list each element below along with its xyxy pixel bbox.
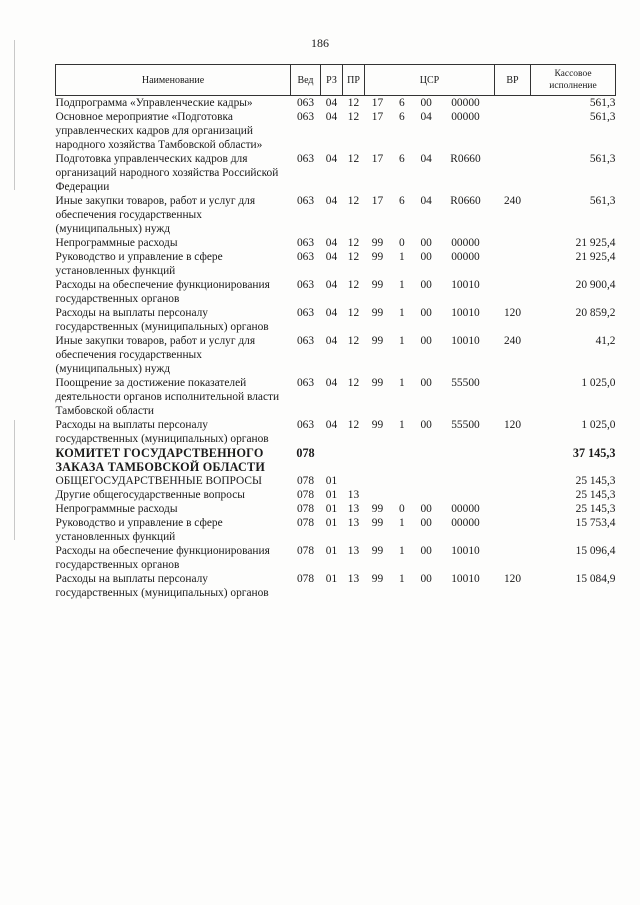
row-name: Другие общегосударственные вопросы [55,489,245,501]
row-csr-part-4: 00000 [451,503,480,515]
row-csr-part-3: 00 [420,279,432,291]
row-rz: 04 [325,377,338,389]
row-name: КОМИТЕТ ГОСУДАРСТВЕННОГО ЗАКАЗА ТАМБОВСКОЙ ОБЛАСТИ [55,446,266,474]
row-pr: 12 [347,237,360,249]
column-header-ved: Вед [291,65,321,96]
row-pr: 13 [347,573,360,585]
table-row [56,474,616,488]
row-csr-parts [365,418,495,432]
row-pr: 12 [347,335,360,347]
row-rz: 04 [325,335,338,347]
row-rz: 04 [325,195,338,207]
row-pr: 13 [347,545,360,557]
row-name: Расходы на выплаты персоналу государственных (муниципальных) органов [55,419,269,445]
row-csr-parts [365,278,495,292]
row-csr-part-4: R0660 [450,195,481,207]
row-name: Расходы на обеспечение функционирования государственных органов [55,545,270,571]
table-body [56,96,616,601]
row-csr-part-1: 17 [371,97,384,109]
row-csr-part-3: 00 [420,573,432,585]
row-csr-parts [365,376,495,390]
row-execution-sum: 21 925,4 [575,251,616,263]
row-rz: 04 [325,111,338,123]
row-rz: 01 [325,545,338,557]
row-csr-part-2: 1 [398,545,405,557]
row-csr-part-3: 04 [420,195,432,207]
row-csr-part-2: 6 [398,195,405,207]
row-csr-part-2: 1 [398,251,405,263]
row-name: Подпрограмма «Управленческие кадры» [55,97,253,109]
row-vr [495,474,531,488]
row-ved: 063 [296,237,315,249]
row-execution-sum: 561,3 [589,111,616,123]
row-pr: 12 [347,195,360,207]
row-ved: 063 [296,153,315,165]
row-csr-parts [365,110,495,124]
row-csr-parts [365,152,495,166]
row-csr-part-4: R0660 [450,153,481,165]
row-csr-part-2: 1 [398,279,405,291]
row-vr: 240 [503,195,522,207]
row-csr-part-2: 6 [398,97,405,109]
row-csr-part-2: 1 [398,377,405,389]
row-rz: 04 [325,97,338,109]
row-csr [365,502,495,516]
row-csr-parts [365,236,495,250]
row-pr: 13 [347,517,360,529]
row-rz: 01 [325,503,338,515]
row-csr-part-3: 04 [420,153,432,165]
row-pr: 12 [347,279,360,291]
table-row [56,278,616,306]
row-csr-part-4: 00000 [451,251,480,263]
row-csr-part-4: 55500 [451,377,480,389]
row-vr: 240 [503,335,522,347]
row-pr: 12 [347,251,360,263]
table-row [56,152,616,194]
row-ved: 078 [296,517,315,529]
row-csr [365,488,495,502]
row-csr-part-2: 1 [398,573,405,585]
row-csr [365,152,495,194]
row-csr-part-4: 10010 [451,307,480,319]
budget-table [55,64,616,600]
row-csr [365,236,495,250]
column-header-vr: ВР [495,65,531,96]
row-csr [365,418,495,446]
row-csr-part-1: 99 [371,335,384,347]
row-name: Основное мероприятие «Подготовка управленческих кадров для организаций народного хозяйства Тамбовской области» [55,111,263,151]
row-execution-sum: 1 025,0 [581,419,616,431]
row-name: Расходы на обеспечение функционирования государственных органов [55,279,270,305]
row-csr-part-2: 1 [398,335,405,347]
row-csr-part-1: 17 [371,153,384,165]
row-execution-sum: 20 859,2 [575,307,616,319]
table-header-row [56,65,616,96]
row-csr [365,306,495,334]
row-csr [365,446,495,474]
column-header-execution-line1: Кассовое [554,69,592,79]
row-csr-part-1: 99 [371,251,384,263]
table-row [56,250,616,278]
row-pr [343,446,365,474]
row-vr [495,278,531,306]
row-csr-part-3: 00 [420,545,432,557]
row-csr-parts [365,334,495,348]
row-execution-sum: 15 096,4 [575,545,616,557]
row-ved: 078 [296,573,315,585]
row-name: Расходы на выплаты персоналу государственных (муниципальных) органов [55,307,269,333]
column-header-csr: ЦСР [365,65,495,96]
row-csr-part-4: 10010 [451,279,480,291]
row-csr-part-3: 00 [420,419,432,431]
row-ved: 078 [296,503,315,515]
row-csr-part-1: 17 [371,195,384,207]
row-csr-part-3: 04 [420,111,432,123]
scan-margin-mark [14,40,15,190]
row-name: Расходы на выплаты персоналу государственных (муниципальных) органов [55,573,269,599]
row-csr-part-3: 00 [420,251,432,263]
row-csr-parts [365,194,495,208]
table-row [56,306,616,334]
row-ved: 078 [296,446,315,460]
row-csr [365,96,495,111]
row-csr-part-3: 00 [420,307,432,319]
row-csr-part-4: 00000 [451,237,480,249]
row-csr-part-4: 10010 [451,335,480,347]
row-csr-part-1: 99 [371,377,384,389]
row-rz: 04 [325,153,338,165]
row-csr-part-1: 99 [371,307,384,319]
row-csr-part-3: 00 [420,335,432,347]
row-csr [365,474,495,488]
row-ved: 063 [296,279,315,291]
row-ved: 063 [296,335,315,347]
row-pr: 12 [347,377,360,389]
table-row [56,110,616,152]
table-row [56,376,616,418]
table-row [56,502,616,516]
row-csr [365,334,495,376]
scan-margin-mark [14,420,15,540]
row-csr-part-4: 55500 [451,419,480,431]
row-vr [495,152,531,194]
row-csr-part-2: 6 [398,153,405,165]
row-csr [365,544,495,572]
row-execution-sum: 561,3 [589,195,616,207]
row-pr: 12 [347,111,360,123]
row-csr-part-2: 1 [398,517,405,529]
row-csr [365,278,495,306]
row-csr-part-3: 00 [420,377,432,389]
table-row [56,488,616,502]
row-rz: 01 [325,475,338,487]
table-row [56,572,616,600]
row-csr-part-2: 1 [398,419,405,431]
row-pr [343,474,365,488]
row-rz [321,446,343,474]
row-rz: 04 [325,237,338,249]
row-vr [495,544,531,572]
row-vr [495,488,531,502]
row-csr-parts [365,572,495,586]
row-csr [365,194,495,236]
row-vr [495,250,531,278]
row-vr [495,516,531,544]
table-row [56,446,616,474]
row-execution-sum: 20 900,4 [575,279,616,291]
row-csr-part-3: 00 [420,97,432,109]
row-csr-part-1: 99 [371,545,384,557]
row-csr-part-2: 0 [398,503,405,515]
row-csr-part-3: 00 [420,503,432,515]
row-execution-sum: 25 145,3 [575,475,616,487]
row-csr [365,516,495,544]
row-csr [365,376,495,418]
row-vr: 120 [503,307,522,319]
row-csr-part-2: 1 [398,307,405,319]
row-csr-part-4: 10010 [451,545,480,557]
row-ved: 063 [296,97,315,109]
row-pr: 12 [347,307,360,319]
row-vr [495,376,531,418]
row-csr-parts [365,250,495,264]
table-row [56,96,616,111]
row-csr-part-2: 6 [398,111,405,123]
page-number: 186 [311,36,329,50]
row-csr-parts [365,544,495,558]
row-execution-sum: 37 145,3 [572,446,616,460]
row-csr-part-3: 00 [420,237,432,249]
row-rz: 01 [325,489,338,501]
row-csr-parts [365,502,495,516]
row-rz: 04 [325,251,338,263]
column-header-rz: РЗ [321,65,343,96]
row-vr [495,502,531,516]
row-execution-sum: 21 925,4 [575,237,616,249]
row-vr [495,96,531,111]
row-csr-part-1: 17 [371,111,384,123]
table-row [56,194,616,236]
row-name: Непрограммные расходы [55,237,178,249]
row-csr-part-3: 00 [420,517,432,529]
row-pr: 13 [347,503,360,515]
row-csr [365,250,495,278]
column-header-execution [531,65,616,96]
row-csr-parts [365,306,495,320]
row-execution-sum: 1 025,0 [581,377,616,389]
row-ved: 063 [296,195,315,207]
row-vr: 120 [503,573,522,585]
row-vr [495,446,531,474]
row-execution-sum: 15 084,9 [575,573,616,585]
row-name: ОБЩЕГОСУДАРСТВЕННЫЕ ВОПРОСЫ [55,475,262,487]
row-pr: 12 [347,97,360,109]
row-execution-sum: 41,2 [595,335,616,347]
row-pr: 12 [347,419,360,431]
row-csr-part-4: 10010 [451,573,480,585]
row-csr-part-1: 99 [371,279,384,291]
table-row [56,516,616,544]
column-header-execution-line2: исполнение [549,81,597,91]
row-csr-parts [365,96,495,110]
row-csr-part-1: 99 [371,517,384,529]
row-execution-sum: 25 145,3 [575,503,616,515]
row-name: Подготовка управленческих кадров для организаций народного хозяйства Российской Федерации [55,153,279,193]
row-vr: 120 [503,419,522,431]
row-csr-part-1: 99 [371,573,384,585]
table-row [56,418,616,446]
row-csr-part-4: 00000 [451,111,480,123]
row-csr [365,110,495,152]
column-header-pr: ПР [343,65,365,96]
row-ved: 063 [296,307,315,319]
row-ved: 063 [296,377,315,389]
row-execution-sum: 561,3 [589,153,616,165]
row-execution-sum: 25 145,3 [575,489,616,501]
row-vr [495,236,531,250]
row-name: Руководство и управление в сфере установленных функций [55,251,223,277]
row-csr-part-1: 99 [371,237,384,249]
table-row [56,236,616,250]
row-name: Непрограммные расходы [55,503,178,515]
row-rz: 04 [325,307,338,319]
row-rz: 01 [325,517,338,529]
row-ved: 063 [296,111,315,123]
row-csr-part-1: 99 [371,503,384,515]
row-pr: 12 [347,153,360,165]
row-csr-part-1: 99 [371,419,384,431]
row-rz: 01 [325,573,338,585]
row-vr [495,110,531,152]
row-ved: 078 [296,545,315,557]
row-execution-sum: 561,3 [589,97,616,109]
row-pr: 13 [347,489,360,501]
row-ved: 063 [296,251,315,263]
row-execution-sum: 15 753,4 [575,517,616,529]
row-csr-parts [365,516,495,530]
row-csr-part-4: 00000 [451,97,480,109]
table-row [56,544,616,572]
row-name: Руководство и управление в сфере установленных функций [55,517,223,543]
row-csr [365,572,495,600]
row-rz: 04 [325,279,338,291]
row-name: Иные закупки товаров, работ и услуг для обеспечения государственных (муниципальных) нужд [55,335,256,375]
row-rz: 04 [325,419,338,431]
row-ved: 078 [296,475,315,487]
row-name: Поощрение за достижение показателей деятельности органов исполнительной власти Тамбовской области [55,377,280,417]
row-csr-part-4: 00000 [451,517,480,529]
row-csr-part-2: 0 [398,237,405,249]
column-header-name: Наименование [56,65,291,96]
row-name: Иные закупки товаров, работ и услуг для обеспечения государственных (муниципальных) нужд [55,195,256,235]
table-row [56,334,616,376]
row-ved: 063 [296,419,315,431]
row-ved: 078 [296,489,315,501]
